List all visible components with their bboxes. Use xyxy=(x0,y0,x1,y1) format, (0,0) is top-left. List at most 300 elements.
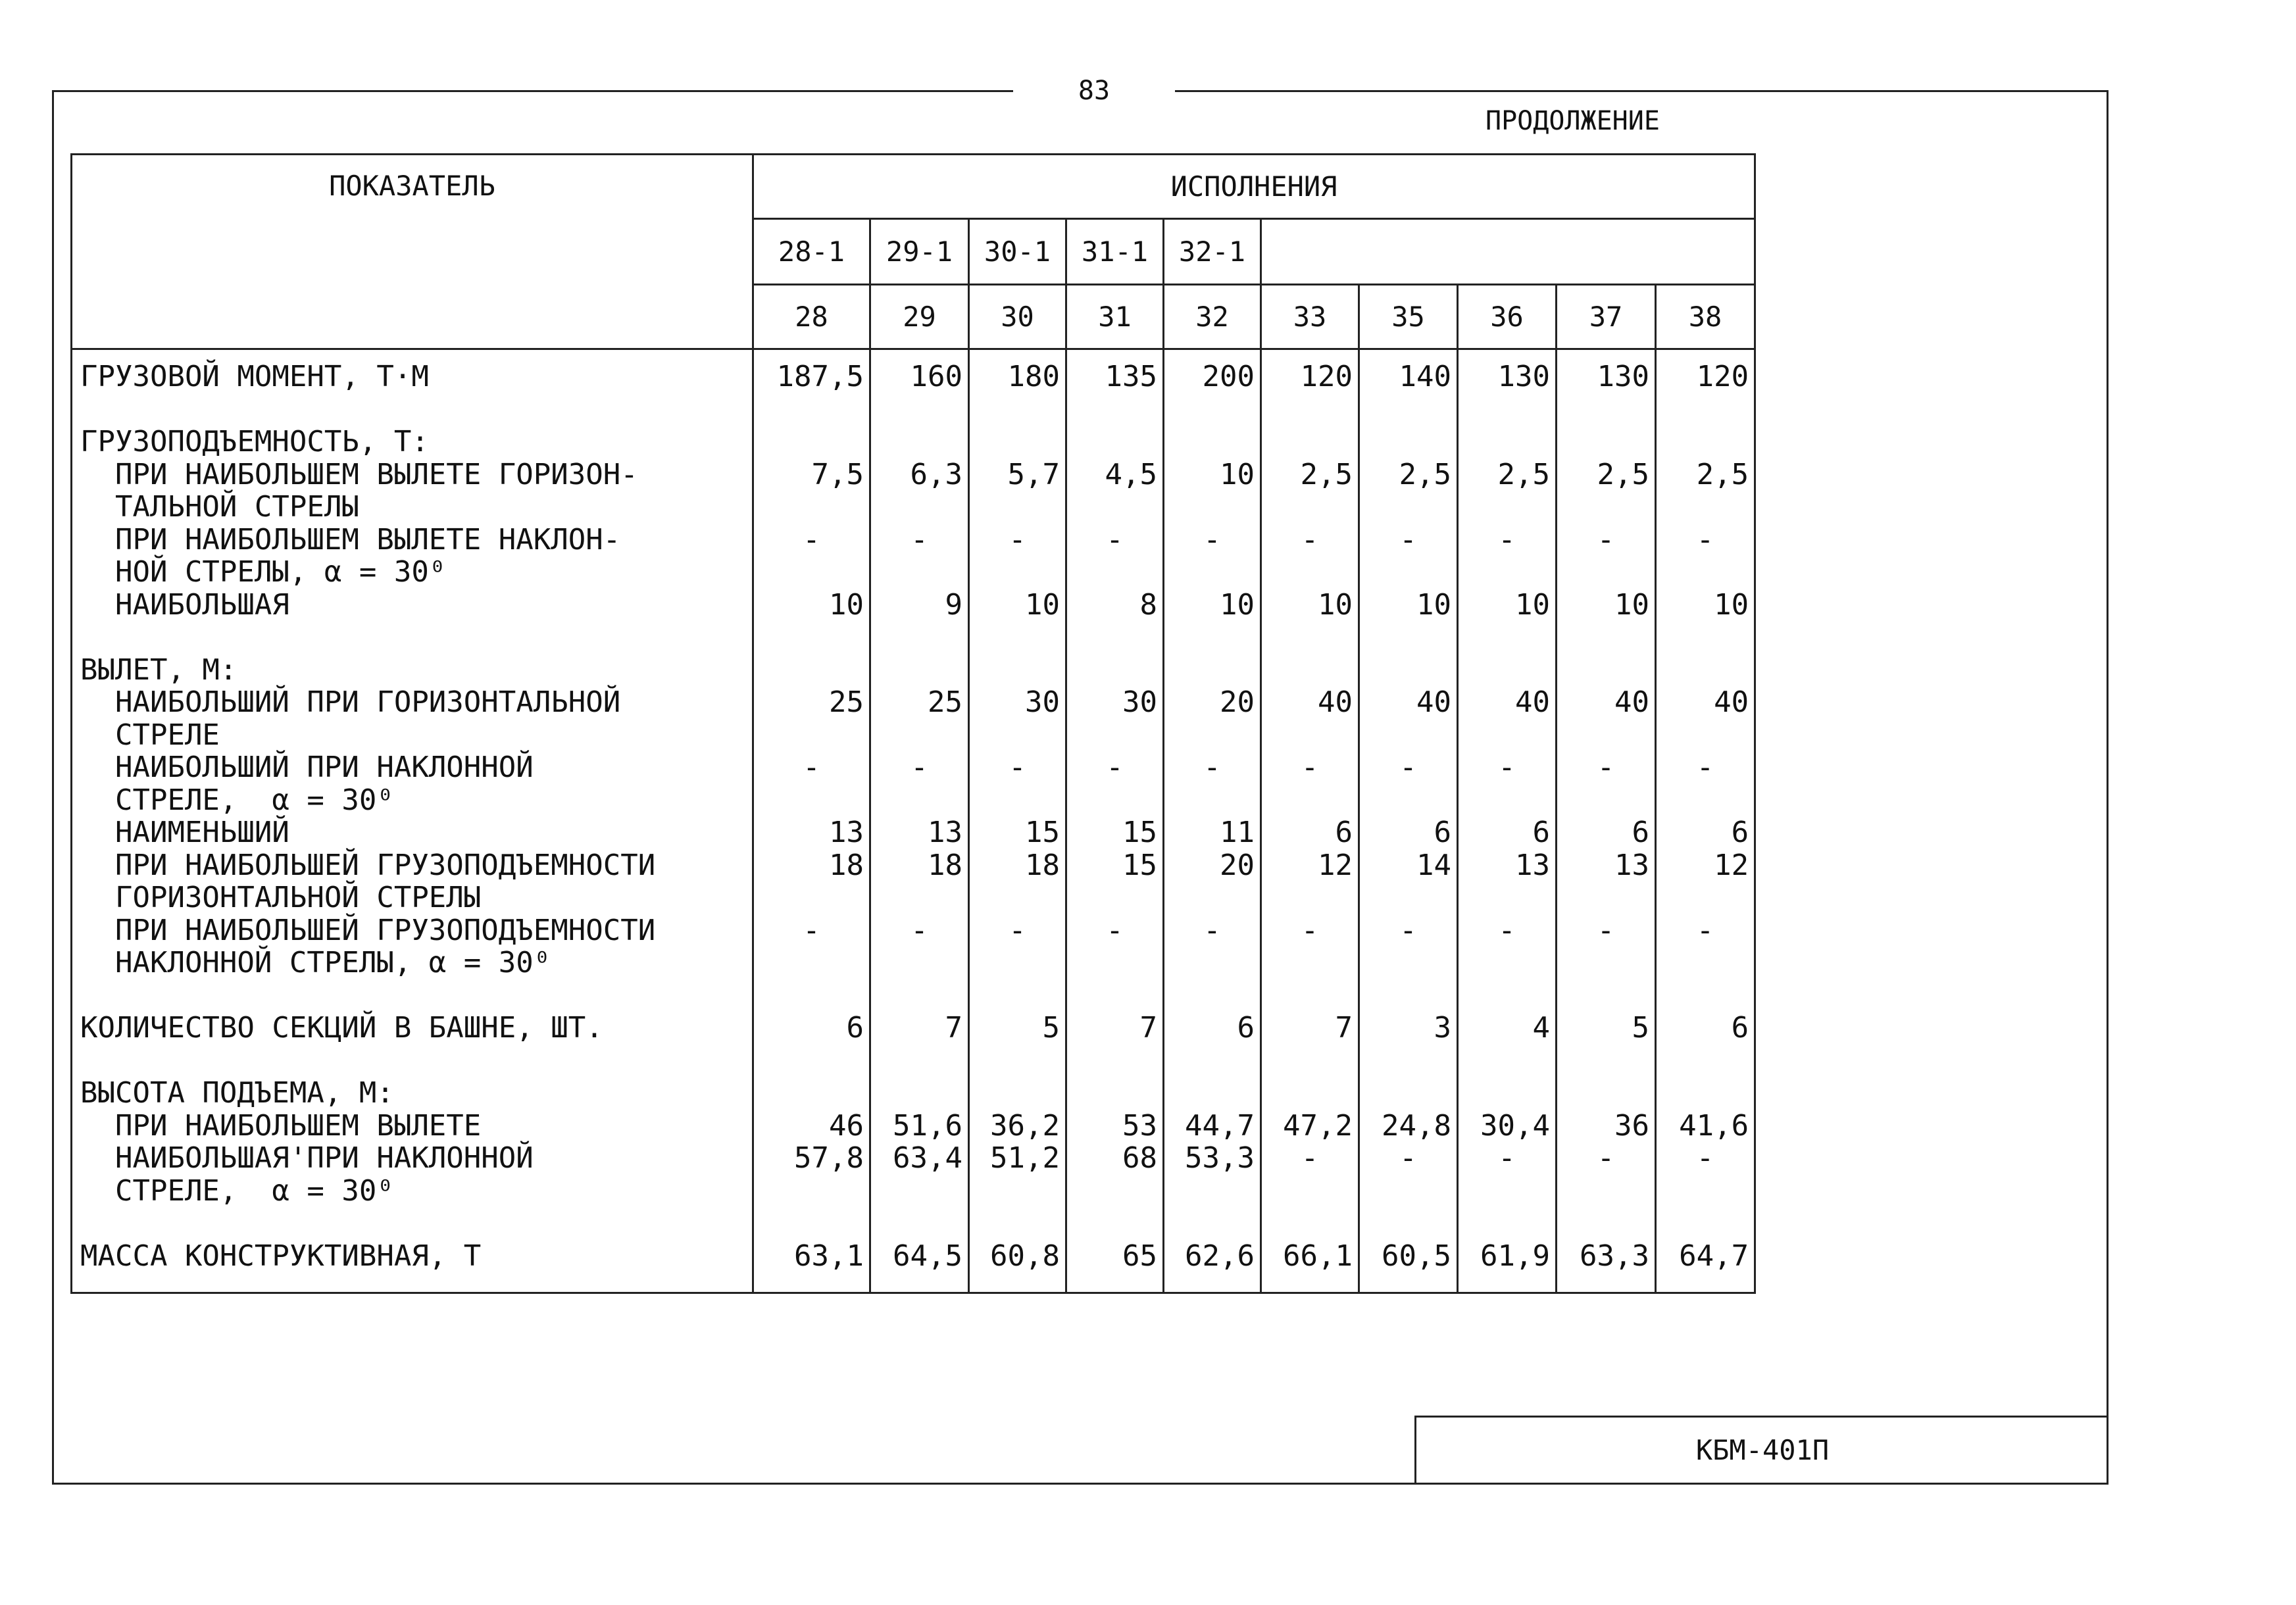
sub-version-0: 28-1 xyxy=(753,219,870,285)
values-column-28 xyxy=(753,349,870,1293)
value-cell xyxy=(1067,1045,1162,1077)
value-cell: 15 xyxy=(1122,848,1157,882)
value-cell: 2,5 xyxy=(1399,457,1451,491)
value-cell: 6 xyxy=(1237,1011,1255,1045)
value-cell xyxy=(1657,1175,1754,1208)
value-cell xyxy=(871,1045,968,1077)
value-cell xyxy=(1360,881,1457,914)
value-cell xyxy=(1360,491,1457,524)
value-cell xyxy=(1164,556,1260,589)
value-cell xyxy=(1657,621,1754,654)
indicator-line: СТРЕЛЕ, α = 30⁰ xyxy=(80,1173,394,1208)
value-cell xyxy=(970,491,1065,524)
indicator-line: НАКЛОННОЙ СТРЕЛЫ, α = 30⁰ xyxy=(80,946,551,979)
value-cell: 15 xyxy=(1122,816,1157,849)
value-cell xyxy=(1262,881,1358,914)
value-cell xyxy=(1262,556,1358,589)
value-cell: - xyxy=(1597,1141,1615,1175)
value-cell xyxy=(1657,426,1754,458)
page-number: 83 xyxy=(1013,72,1175,109)
value-cell xyxy=(1262,784,1358,817)
value-cell xyxy=(1459,426,1555,458)
value-cell xyxy=(1459,1207,1555,1240)
value-cell xyxy=(754,1077,869,1110)
value-cell xyxy=(1262,719,1358,752)
value-cell: - xyxy=(1696,913,1714,947)
value-cell xyxy=(1657,784,1754,817)
value-cell xyxy=(871,426,968,458)
value-cell xyxy=(970,556,1065,589)
value-cell: 120 xyxy=(1300,360,1353,393)
value-cell: 60,8 xyxy=(990,1239,1060,1273)
value-cell xyxy=(1067,621,1162,654)
value-cell: - xyxy=(1009,913,1026,947)
indicator-line xyxy=(80,1207,752,1240)
value-cell: 120 xyxy=(1696,360,1749,393)
value-cell: - xyxy=(1597,913,1615,947)
value-cell xyxy=(1657,393,1754,426)
value-cell xyxy=(1067,947,1162,979)
value-cell: 2,5 xyxy=(1300,457,1353,491)
value-cell xyxy=(970,784,1065,817)
value-cell: 18 xyxy=(928,848,962,882)
value-cell xyxy=(871,1207,968,1240)
value-cell xyxy=(1657,881,1754,914)
value-cell xyxy=(970,1077,1065,1110)
value-cell: 10 xyxy=(1318,587,1353,622)
value-cell: 40 xyxy=(1515,685,1550,719)
value-cell: 5 xyxy=(1042,1011,1060,1045)
header-indicator: ПОКАЗАТЕЛЬ xyxy=(72,155,753,349)
value-cell: 24,8 xyxy=(1382,1108,1451,1143)
version-35: 35 xyxy=(1359,285,1458,349)
value-cell xyxy=(1164,1045,1260,1077)
value-cell: 18 xyxy=(829,848,864,882)
value-cell xyxy=(1067,784,1162,817)
value-cell xyxy=(1557,947,1655,979)
value-cell xyxy=(1164,1077,1260,1110)
value-cell xyxy=(1360,1207,1457,1240)
value-cell xyxy=(1459,719,1555,752)
value-cell: 10 xyxy=(829,587,864,622)
continuation-label: ПРОДОЛЖЕНИЕ xyxy=(1485,106,1660,136)
value-cell: - xyxy=(1301,522,1319,556)
value-cell xyxy=(1459,1077,1555,1110)
version-29: 29 xyxy=(870,285,969,349)
value-cell xyxy=(1164,426,1260,458)
value-cell: 68 xyxy=(1122,1141,1157,1175)
value-cell: 25 xyxy=(829,685,864,719)
value-cell xyxy=(1164,1207,1260,1240)
value-cell xyxy=(754,784,869,817)
value-cell xyxy=(970,654,1065,687)
value-cell xyxy=(871,719,968,752)
values-column-33 xyxy=(1261,349,1359,1293)
indicator-line: НАИБОЛЬШИЙ ПРИ ГОРИЗОНТАЛЬНОЙ xyxy=(80,685,621,719)
value-cell xyxy=(1067,1077,1162,1110)
value-cell: 7 xyxy=(1335,1011,1353,1045)
value-cell xyxy=(1360,621,1457,654)
value-cell xyxy=(1557,426,1655,458)
value-cell: 13 xyxy=(928,816,962,849)
value-cell: 6 xyxy=(1434,816,1451,849)
value-cell: 6 xyxy=(1731,1011,1749,1045)
value-cell: - xyxy=(911,751,928,784)
value-cell: 46 xyxy=(829,1108,864,1143)
value-cell xyxy=(1557,491,1655,524)
value-cell: 60,5 xyxy=(1382,1239,1451,1273)
value-cell: 44,7 xyxy=(1185,1108,1255,1143)
value-cell xyxy=(1360,979,1457,1012)
value-cell: 13 xyxy=(1614,848,1649,882)
value-cell xyxy=(871,491,968,524)
indicator-line: НАИБОЛЬШАЯ xyxy=(80,587,289,622)
value-cell xyxy=(1360,426,1457,458)
value-cell xyxy=(1164,979,1260,1012)
value-cell xyxy=(1459,784,1555,817)
value-cell: - xyxy=(1106,522,1124,556)
value-cell: 10 xyxy=(1025,587,1060,622)
value-cell: 20 xyxy=(1220,685,1255,719)
header-versions: ИСПОЛНЕНИЯ xyxy=(753,155,1755,219)
indicator-line: ПРИ НАИБОЛЬШЕМ ВЫЛЕТЕ xyxy=(80,1108,482,1143)
value-cell xyxy=(1262,654,1358,687)
value-cell xyxy=(754,491,869,524)
version-31: 31 xyxy=(1066,285,1164,349)
value-cell: - xyxy=(803,751,820,784)
value-cell: 5,7 xyxy=(1007,457,1060,491)
value-cell: - xyxy=(1498,751,1516,784)
sub-version-3: 31-1 xyxy=(1066,219,1164,285)
header-filler xyxy=(1261,219,1755,285)
value-cell: 6 xyxy=(1335,816,1353,849)
values-column-35 xyxy=(1359,349,1458,1293)
value-cell xyxy=(754,1207,869,1240)
value-cell xyxy=(1164,393,1260,426)
value-cell xyxy=(1360,1045,1457,1077)
value-cell xyxy=(1067,1207,1162,1240)
value-cell: - xyxy=(1597,522,1615,556)
title-block-code: КБМ-401П xyxy=(1414,1416,2109,1485)
sub-version-1: 29-1 xyxy=(870,219,969,285)
value-cell: 13 xyxy=(829,816,864,849)
value-cell xyxy=(1360,719,1457,752)
value-cell: 63,3 xyxy=(1580,1239,1649,1273)
value-cell xyxy=(1262,1175,1358,1208)
value-cell xyxy=(1262,621,1358,654)
value-cell xyxy=(871,1077,968,1110)
value-cell xyxy=(754,393,869,426)
indicator-line: НОЙ СТРЕЛЫ, α = 30⁰ xyxy=(80,555,447,589)
value-cell xyxy=(1557,1045,1655,1077)
value-cell xyxy=(754,719,869,752)
value-cell: 30,4 xyxy=(1480,1108,1550,1143)
value-cell xyxy=(1459,1175,1555,1208)
value-cell xyxy=(970,979,1065,1012)
value-cell: 65 xyxy=(1122,1239,1157,1273)
value-cell xyxy=(1067,426,1162,458)
value-cell xyxy=(1459,654,1555,687)
value-cell xyxy=(1262,1207,1358,1240)
value-cell: - xyxy=(1597,751,1615,784)
value-cell: 6 xyxy=(1632,816,1649,849)
value-cell xyxy=(1262,979,1358,1012)
value-cell: 9 xyxy=(945,587,962,622)
value-cell xyxy=(754,426,869,458)
value-cell: 51,6 xyxy=(893,1108,962,1143)
value-cell: - xyxy=(1009,751,1026,784)
value-cell xyxy=(871,1175,968,1208)
value-cell: 12 xyxy=(1714,848,1749,882)
value-cell: 8 xyxy=(1139,587,1157,622)
values-column-37 xyxy=(1557,349,1656,1293)
value-cell: 4 xyxy=(1532,1011,1550,1045)
value-cell: 30 xyxy=(1025,685,1060,719)
value-cell xyxy=(1459,556,1555,589)
value-cell xyxy=(1557,1077,1655,1110)
value-cell xyxy=(871,621,968,654)
indicator-line xyxy=(80,1045,752,1077)
value-cell: - xyxy=(803,913,820,947)
value-cell xyxy=(1262,947,1358,979)
version-38: 38 xyxy=(1656,285,1755,349)
value-cell: 20 xyxy=(1220,848,1255,882)
value-cell: - xyxy=(1301,1141,1319,1175)
value-cell xyxy=(1360,654,1457,687)
value-cell xyxy=(1360,1175,1457,1208)
value-cell: 25 xyxy=(928,685,962,719)
value-cell: - xyxy=(1399,913,1417,947)
value-cell xyxy=(1557,1207,1655,1240)
value-cell: - xyxy=(1696,522,1714,556)
value-cell: 180 xyxy=(1007,360,1060,393)
value-cell: 36 xyxy=(1614,1108,1649,1143)
value-cell: - xyxy=(1203,913,1221,947)
value-cell xyxy=(1459,947,1555,979)
value-cell: 130 xyxy=(1597,360,1649,393)
value-cell: 15 xyxy=(1025,816,1060,849)
value-cell: 4,5 xyxy=(1105,457,1157,491)
value-cell: 40 xyxy=(1614,685,1649,719)
value-cell: - xyxy=(1301,913,1319,947)
value-cell: - xyxy=(1203,751,1221,784)
value-cell: 6 xyxy=(846,1011,864,1045)
value-cell xyxy=(970,426,1065,458)
value-cell xyxy=(1557,393,1655,426)
values-column-30 xyxy=(969,349,1066,1293)
value-cell: 11 xyxy=(1220,816,1255,849)
sub-version-4: 32-1 xyxy=(1164,219,1261,285)
value-cell xyxy=(1557,654,1655,687)
value-cell xyxy=(1459,491,1555,524)
value-cell: 10 xyxy=(1416,587,1451,622)
indicator-line: ВЫСОТА ПОДЪЕМА, М: xyxy=(80,1076,394,1110)
indicator-line: ТАЛЬНОЙ СТРЕЛЫ xyxy=(80,490,359,524)
value-cell xyxy=(1164,719,1260,752)
value-cell xyxy=(1557,979,1655,1012)
indicator-line: СТРЕЛЕ, α = 30⁰ xyxy=(80,783,394,817)
value-cell xyxy=(1360,784,1457,817)
value-cell xyxy=(1164,784,1260,817)
values-column-32 xyxy=(1164,349,1261,1293)
value-cell: 40 xyxy=(1318,685,1353,719)
value-cell xyxy=(1557,621,1655,654)
value-cell xyxy=(1164,947,1260,979)
value-cell xyxy=(1067,979,1162,1012)
indicator-line: НАИБОЛЬШИЙ ПРИ НАКЛОННОЙ xyxy=(80,751,534,784)
value-cell xyxy=(1164,1175,1260,1208)
value-cell: 6 xyxy=(1731,816,1749,849)
value-cell xyxy=(1657,491,1754,524)
version-30: 30 xyxy=(969,285,1066,349)
value-cell xyxy=(1557,556,1655,589)
value-cell: 53 xyxy=(1122,1108,1157,1143)
value-cell: 61,9 xyxy=(1480,1239,1550,1273)
value-cell xyxy=(1657,719,1754,752)
value-cell: - xyxy=(911,913,928,947)
value-cell xyxy=(1164,621,1260,654)
value-cell: 12 xyxy=(1318,848,1353,882)
value-cell: - xyxy=(1399,751,1417,784)
version-28: 28 xyxy=(753,285,870,349)
values-column-38 xyxy=(1656,349,1755,1293)
indicator-line: ВЫЛЕТ, М: xyxy=(80,653,237,687)
value-cell xyxy=(1164,491,1260,524)
value-cell: 57,8 xyxy=(794,1141,864,1175)
value-cell xyxy=(1657,654,1754,687)
value-cell xyxy=(1657,1077,1754,1110)
version-36: 36 xyxy=(1458,285,1557,349)
value-cell: 2,5 xyxy=(1497,457,1550,491)
value-cell: 7 xyxy=(1139,1011,1157,1045)
value-cell xyxy=(1657,979,1754,1012)
indicator-line: ПРИ НАИБОЛЬШЕМ ВЫЛЕТЕ НАКЛОН- xyxy=(80,522,621,556)
value-cell xyxy=(1459,979,1555,1012)
value-cell xyxy=(1459,621,1555,654)
value-cell xyxy=(970,881,1065,914)
value-cell: 10 xyxy=(1614,587,1649,622)
value-cell: 30 xyxy=(1122,685,1157,719)
value-cell xyxy=(1557,881,1655,914)
indicator-line: ГОРИЗОНТАЛЬНОЙ СТРЕЛЫ xyxy=(80,881,482,914)
value-cell xyxy=(1067,556,1162,589)
specs-table xyxy=(70,153,1756,1294)
value-cell xyxy=(754,1045,869,1077)
value-cell xyxy=(1067,719,1162,752)
indicator-line xyxy=(80,393,752,426)
indicator-line: ГРУЗОПОДЪЕМНОСТЬ, Т: xyxy=(80,425,429,458)
value-cell: - xyxy=(1399,522,1417,556)
value-cell: 51,2 xyxy=(990,1141,1060,1175)
value-cell: - xyxy=(1301,751,1319,784)
indicator-line xyxy=(80,621,752,654)
indicator-line xyxy=(80,979,752,1012)
value-cell xyxy=(1262,393,1358,426)
indicator-line: ПРИ НАИБОЛЬШЕЙ ГРУЗОПОДЪЕМНОСТИ xyxy=(80,848,656,882)
value-cell: 13 xyxy=(1515,848,1550,882)
indicator-line: МАССА КОНСТРУКТИВНАЯ, Т xyxy=(80,1239,482,1273)
value-cell xyxy=(1459,1045,1555,1077)
value-cell xyxy=(1657,1207,1754,1240)
value-cell: 200 xyxy=(1202,360,1255,393)
value-cell xyxy=(1262,491,1358,524)
value-cell: 6 xyxy=(1532,816,1550,849)
value-cell: - xyxy=(1498,522,1516,556)
indicator-line: ПРИ НАИБОЛЬШЕЙ ГРУЗОПОДЪЕМНОСТИ xyxy=(80,913,656,947)
value-cell xyxy=(1067,881,1162,914)
value-cell xyxy=(970,719,1065,752)
indicator-line: СТРЕЛЕ xyxy=(80,718,220,752)
value-cell xyxy=(1067,1175,1162,1208)
value-cell: 187,5 xyxy=(776,360,864,393)
value-cell: - xyxy=(803,522,820,556)
value-cell xyxy=(1557,719,1655,752)
value-cell: - xyxy=(1498,913,1516,947)
value-cell xyxy=(1164,881,1260,914)
value-cell: 66,1 xyxy=(1283,1239,1353,1273)
value-cell xyxy=(1262,1045,1358,1077)
version-33: 33 xyxy=(1261,285,1359,349)
value-cell: 40 xyxy=(1714,685,1749,719)
value-cell xyxy=(970,1207,1065,1240)
value-cell: 64,5 xyxy=(893,1239,962,1273)
value-cell: 18 xyxy=(1025,848,1060,882)
value-cell: 36,2 xyxy=(990,1108,1060,1143)
indicator-line: НАИБОЛЬШАЯ'ПРИ НАКЛОННОЙ xyxy=(80,1141,534,1175)
indicator-line: ГРУЗОВОЙ МОМЕНТ, Т·М xyxy=(80,360,429,393)
value-cell: 53,3 xyxy=(1185,1141,1255,1175)
value-cell: 10 xyxy=(1515,587,1550,622)
value-cell: 135 xyxy=(1105,360,1157,393)
value-cell xyxy=(1459,393,1555,426)
value-cell xyxy=(754,654,869,687)
value-cell: - xyxy=(1203,522,1221,556)
value-cell: 10 xyxy=(1714,587,1749,622)
value-cell: 62,6 xyxy=(1185,1239,1255,1273)
value-cell xyxy=(970,947,1065,979)
value-cell xyxy=(970,1175,1065,1208)
value-cell xyxy=(1067,491,1162,524)
value-cell xyxy=(754,947,869,979)
value-cell: - xyxy=(1399,1141,1417,1175)
value-cell: 14 xyxy=(1416,848,1451,882)
value-cell: 3 xyxy=(1434,1011,1451,1045)
value-cell xyxy=(1067,393,1162,426)
value-cell: - xyxy=(1696,751,1714,784)
value-cell xyxy=(1067,654,1162,687)
value-cell: 2,5 xyxy=(1696,457,1749,491)
value-cell xyxy=(970,621,1065,654)
values-column-29 xyxy=(870,349,969,1293)
indicator-line: НАИМЕНЬШИЙ xyxy=(80,816,289,849)
value-cell xyxy=(1459,881,1555,914)
value-cell: 10 xyxy=(1220,457,1255,491)
value-cell: - xyxy=(1696,1141,1714,1175)
value-cell xyxy=(754,1175,869,1208)
value-cell: 2,5 xyxy=(1597,457,1649,491)
value-cell: - xyxy=(911,522,928,556)
value-cell xyxy=(871,881,968,914)
value-cell xyxy=(754,556,869,589)
value-cell: 130 xyxy=(1497,360,1550,393)
value-cell: 10 xyxy=(1220,587,1255,622)
value-cell xyxy=(1262,426,1358,458)
value-cell: - xyxy=(1009,522,1026,556)
value-cell xyxy=(1360,393,1457,426)
value-cell xyxy=(1557,1175,1655,1208)
sub-version-2: 30-1 xyxy=(969,219,1066,285)
value-cell: 7,5 xyxy=(811,457,864,491)
